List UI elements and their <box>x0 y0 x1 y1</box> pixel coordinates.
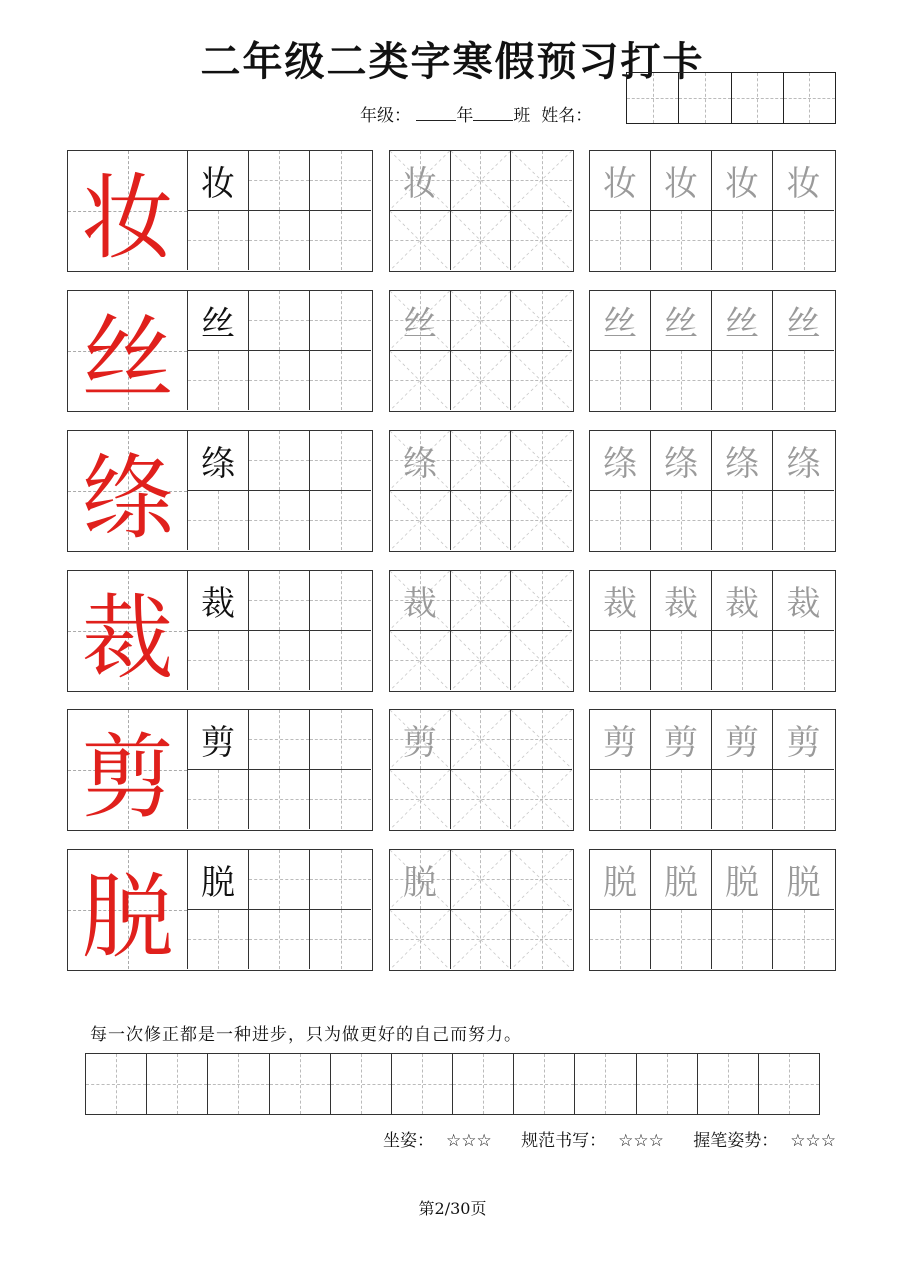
trace-char-cell[interactable] <box>590 431 651 491</box>
sample-char: 妆 <box>201 163 235 204</box>
writing-cell[interactable] <box>651 211 712 271</box>
writing-cell[interactable] <box>511 211 572 271</box>
trace-char-cell[interactable] <box>390 151 451 211</box>
trace-char: 裁 <box>664 583 698 624</box>
writing-cell[interactable] <box>712 770 773 830</box>
page-number: 第2/30页 <box>418 1199 487 1218</box>
name-label: 姓名： <box>541 106 593 126</box>
trace-char-cell[interactable] <box>712 850 773 910</box>
trace-char-cell[interactable] <box>651 571 712 631</box>
trace-block <box>589 430 836 552</box>
trace-block <box>589 150 836 272</box>
self-rating <box>0 1126 836 1151</box>
writing-cell[interactable] <box>511 770 572 830</box>
trace-char: 绦 <box>603 443 637 484</box>
sample-char: 脱 <box>201 862 235 903</box>
trace-char: 剪 <box>603 722 637 763</box>
trace-char: 妆 <box>402 163 437 204</box>
writing-cell[interactable] <box>511 291 572 351</box>
writing-cell[interactable] <box>188 351 249 411</box>
writing-cell[interactable] <box>590 351 651 411</box>
sentence-practice-row[interactable] <box>85 1053 820 1115</box>
writing-cell[interactable] <box>451 710 512 770</box>
rating-stars[interactable]: ☆☆☆ <box>618 1131 664 1151</box>
name-box[interactable] <box>732 73 784 123</box>
writing-cell[interactable] <box>651 491 712 551</box>
writing-cell[interactable] <box>511 151 572 211</box>
trace-char: 绦 <box>725 443 759 484</box>
character-row <box>0 290 905 412</box>
sentence-writing-cell[interactable] <box>575 1054 636 1114</box>
writing-cell[interactable] <box>310 631 371 691</box>
trace-char: 剪 <box>664 722 698 763</box>
writing-cell[interactable] <box>712 211 773 271</box>
trace-char: 裁 <box>402 583 437 624</box>
mi-grid-block <box>389 290 574 412</box>
model-char: 丝 <box>81 304 174 410</box>
writing-cell[interactable] <box>188 211 249 271</box>
writing-cell[interactable] <box>249 291 310 351</box>
writing-cell[interactable] <box>451 151 512 211</box>
model-block <box>67 849 373 971</box>
name-box[interactable] <box>679 73 731 123</box>
trace-char: 脱 <box>603 862 637 903</box>
writing-cell[interactable] <box>590 910 651 970</box>
writing-cell[interactable] <box>451 351 512 411</box>
rating-pen-grip <box>681 1131 836 1151</box>
writing-cell[interactable] <box>451 631 512 691</box>
writing-cell[interactable] <box>712 351 773 411</box>
writing-cell[interactable] <box>773 491 834 551</box>
trace-char-cell[interactable] <box>773 710 834 770</box>
trace-char-cell[interactable] <box>773 291 834 351</box>
writing-cell[interactable] <box>451 211 512 271</box>
writing-cell[interactable] <box>451 770 512 830</box>
model-char: 剪 <box>81 723 174 829</box>
page-title: 二年级二类字寒假预习打卡 <box>200 38 705 85</box>
mi-grid-block <box>389 570 574 692</box>
trace-char: 绦 <box>786 443 821 484</box>
writing-cell[interactable] <box>451 491 512 551</box>
writing-cell[interactable] <box>712 491 773 551</box>
writing-cell[interactable] <box>773 910 834 970</box>
trace-char-cell[interactable] <box>590 850 651 910</box>
trace-char-cell[interactable] <box>651 291 712 351</box>
model-char-cell <box>68 571 188 690</box>
trace-char-cell[interactable] <box>590 151 651 211</box>
mi-grid-block <box>389 709 574 831</box>
writing-cell[interactable] <box>451 910 512 970</box>
trace-block <box>589 849 836 971</box>
writing-cell[interactable] <box>451 850 512 910</box>
rating-label: 规范书写： <box>521 1131 607 1151</box>
writing-cell[interactable] <box>511 571 572 631</box>
writing-cell[interactable] <box>651 910 712 970</box>
character-row <box>0 849 905 971</box>
writing-cell[interactable] <box>249 631 310 691</box>
trace-char: 丝 <box>725 303 759 344</box>
sample-char: 绦 <box>201 443 235 484</box>
trace-char-cell[interactable] <box>651 850 712 910</box>
writing-cell[interactable] <box>310 211 371 271</box>
writing-cell[interactable] <box>188 631 249 691</box>
character-row <box>0 430 905 552</box>
model-block <box>67 150 373 272</box>
sample-char-cell[interactable] <box>188 710 249 770</box>
trace-char: 裁 <box>725 583 759 624</box>
writing-cell[interactable] <box>590 491 651 551</box>
trace-char: 脱 <box>786 862 821 903</box>
trace-char-cell[interactable] <box>390 850 451 910</box>
writing-cell[interactable] <box>511 631 572 691</box>
writing-cell[interactable] <box>511 431 572 491</box>
sample-char-cell[interactable] <box>188 571 249 631</box>
writing-cell[interactable] <box>249 151 310 211</box>
writing-cell[interactable] <box>590 211 651 271</box>
class-blank[interactable] <box>473 106 513 121</box>
trace-char: 丝 <box>402 303 437 344</box>
model-char-cell <box>68 431 188 550</box>
writing-cell[interactable] <box>310 491 371 551</box>
writing-cell[interactable] <box>451 571 512 631</box>
writing-cell[interactable] <box>511 850 572 910</box>
writing-cell[interactable] <box>712 631 773 691</box>
trace-char: 丝 <box>603 303 637 344</box>
writing-cell[interactable] <box>390 351 451 411</box>
name-writing-boxes[interactable] <box>626 72 836 124</box>
trace-char-cell[interactable] <box>390 291 451 351</box>
model-block <box>67 290 373 412</box>
writing-cell[interactable] <box>310 850 371 910</box>
writing-cell[interactable] <box>390 910 451 970</box>
sentence-writing-cell[interactable] <box>147 1054 208 1114</box>
trace-block <box>589 290 836 412</box>
trace-char-cell[interactable] <box>651 431 712 491</box>
trace-char-cell[interactable] <box>712 291 773 351</box>
student-info-line <box>360 101 592 126</box>
trace-char-cell[interactable] <box>712 431 773 491</box>
sentence-writing-cell[interactable] <box>331 1054 392 1114</box>
trace-char: 绦 <box>664 443 698 484</box>
writing-cell[interactable] <box>310 770 371 830</box>
trace-char: 妆 <box>664 163 698 204</box>
trace-char: 妆 <box>603 163 637 204</box>
trace-char-cell[interactable] <box>590 291 651 351</box>
trace-char-cell[interactable] <box>390 571 451 631</box>
trace-char: 脱 <box>725 862 759 903</box>
writing-cell[interactable] <box>773 631 834 691</box>
trace-char: 裁 <box>603 583 637 624</box>
trace-char-cell[interactable] <box>590 710 651 770</box>
writing-cell[interactable] <box>451 431 512 491</box>
writing-cell[interactable] <box>310 710 371 770</box>
writing-cell[interactable] <box>511 351 572 411</box>
writing-cell[interactable] <box>651 770 712 830</box>
mi-grid-block <box>389 430 574 552</box>
writing-cell[interactable] <box>712 910 773 970</box>
trace-block <box>589 709 836 831</box>
trace-char: 脱 <box>664 862 698 903</box>
writing-cell[interactable] <box>590 631 651 691</box>
trace-char: 妆 <box>725 163 759 204</box>
writing-cell[interactable] <box>511 491 572 551</box>
writing-cell[interactable] <box>249 910 310 970</box>
sentence-writing-cell[interactable] <box>453 1054 514 1114</box>
writing-cell[interactable] <box>310 910 371 970</box>
model-block <box>67 570 373 692</box>
model-block <box>67 709 373 831</box>
trace-char: 裁 <box>786 583 821 624</box>
trace-char: 丝 <box>786 303 821 344</box>
writing-cell[interactable] <box>249 351 310 411</box>
model-char: 妆 <box>81 164 174 270</box>
sample-char: 裁 <box>201 583 235 624</box>
writing-cell[interactable] <box>773 211 834 271</box>
grade-label: 年级： <box>360 106 411 126</box>
trace-char-cell[interactable] <box>773 850 834 910</box>
writing-cell[interactable] <box>249 850 310 910</box>
trace-char-cell[interactable] <box>390 710 451 770</box>
model-char-cell <box>68 710 188 829</box>
character-row <box>0 570 905 692</box>
sentence-writing-cell[interactable] <box>392 1054 453 1114</box>
trace-char-cell[interactable] <box>651 710 712 770</box>
trace-char: 绦 <box>402 443 437 484</box>
trace-char: 剪 <box>402 722 437 763</box>
trace-char: 剪 <box>786 722 821 763</box>
writing-cell[interactable] <box>249 710 310 770</box>
trace-char-cell[interactable] <box>590 571 651 631</box>
trace-char: 妆 <box>786 163 821 204</box>
model-char: 绦 <box>81 444 174 550</box>
rating-sitting <box>371 1131 492 1151</box>
sample-char: 丝 <box>201 303 235 344</box>
model-char-cell <box>68 850 188 969</box>
trace-char-cell[interactable] <box>712 571 773 631</box>
character-row <box>0 150 905 272</box>
sentence-writing-cell[interactable] <box>208 1054 269 1114</box>
trace-char: 脱 <box>402 862 437 903</box>
writing-cell[interactable] <box>188 491 249 551</box>
writing-cell[interactable] <box>390 211 451 271</box>
writing-cell[interactable] <box>188 910 249 970</box>
trace-char-cell[interactable] <box>773 431 834 491</box>
model-char: 裁 <box>81 584 174 690</box>
trace-char-cell[interactable] <box>712 151 773 211</box>
trace-char-cell[interactable] <box>651 151 712 211</box>
model-block <box>67 430 373 552</box>
sentence-writing-cell[interactable] <box>86 1054 147 1114</box>
trace-char-cell[interactable] <box>390 431 451 491</box>
mi-grid-block <box>389 849 574 971</box>
rating-stars[interactable]: ☆☆☆ <box>445 1131 492 1151</box>
sentence-writing-cell[interactable] <box>759 1054 819 1114</box>
model-char-cell <box>68 291 188 410</box>
trace-char-cell[interactable] <box>773 151 834 211</box>
writing-cell[interactable] <box>773 770 834 830</box>
writing-cell[interactable] <box>590 770 651 830</box>
character-row <box>0 709 905 831</box>
mi-grid-block <box>389 150 574 272</box>
trace-char-cell[interactable] <box>773 571 834 631</box>
writing-cell[interactable] <box>651 631 712 691</box>
sample-char-cell[interactable] <box>188 431 249 491</box>
sentence-writing-cell[interactable] <box>637 1054 698 1114</box>
rating-label: 坐姿： <box>382 1131 434 1151</box>
writing-cell[interactable] <box>390 631 451 691</box>
writing-cell[interactable] <box>249 770 310 830</box>
writing-cell[interactable] <box>310 571 371 631</box>
writing-cell[interactable] <box>310 351 371 411</box>
writing-cell[interactable] <box>310 291 371 351</box>
sentence-writing-cell[interactable] <box>270 1054 331 1114</box>
rating-stars[interactable]: ☆☆☆ <box>790 1131 836 1151</box>
model-char-cell <box>68 151 188 270</box>
writing-cell[interactable] <box>390 770 451 830</box>
trace-char: 丝 <box>664 303 698 344</box>
writing-cell[interactable] <box>511 910 572 970</box>
writing-cell[interactable] <box>651 351 712 411</box>
name-box[interactable] <box>627 73 679 123</box>
writing-cell[interactable] <box>249 491 310 551</box>
grade-blank[interactable] <box>416 106 456 121</box>
motto: 每一次修正都是一种进步，只为做更好的自己而努力。 <box>90 1025 522 1045</box>
writing-cell[interactable] <box>773 351 834 411</box>
writing-cell[interactable] <box>451 291 512 351</box>
sentence-writing-cell[interactable] <box>514 1054 575 1114</box>
writing-cell[interactable] <box>249 571 310 631</box>
rating-writing <box>509 1131 664 1151</box>
writing-cell[interactable] <box>511 710 572 770</box>
writing-cell[interactable] <box>390 491 451 551</box>
class-label: 班 <box>513 106 531 126</box>
sentence-writing-cell[interactable] <box>698 1054 759 1114</box>
writing-cell[interactable] <box>310 431 371 491</box>
writing-cell[interactable] <box>310 151 371 211</box>
trace-char: 剪 <box>725 722 759 763</box>
writing-cell[interactable] <box>249 211 310 271</box>
sample-char: 剪 <box>201 722 235 763</box>
writing-cell[interactable] <box>249 431 310 491</box>
name-box[interactable] <box>784 73 835 123</box>
sample-char-cell[interactable] <box>188 850 249 910</box>
trace-char-cell[interactable] <box>712 710 773 770</box>
model-char: 脱 <box>81 863 174 969</box>
sample-char-cell[interactable] <box>188 151 249 211</box>
rating-label: 握笔姿势： <box>693 1131 779 1151</box>
year-label: 年 <box>456 106 474 126</box>
trace-block <box>589 570 836 692</box>
sample-char-cell[interactable] <box>188 291 249 351</box>
writing-cell[interactable] <box>188 770 249 830</box>
